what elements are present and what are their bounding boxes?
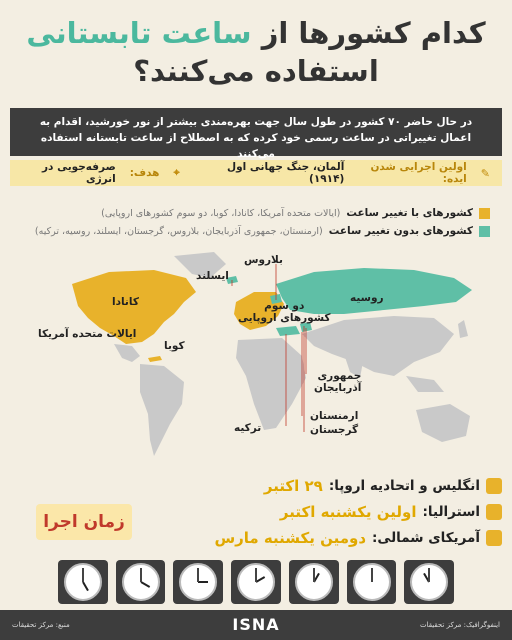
timing-row-australia bbox=[280, 500, 502, 524]
title-accent: ساعت تابستانی bbox=[26, 16, 252, 50]
clock-icon bbox=[173, 560, 223, 604]
label-two-thirds-line1: دو سوم bbox=[264, 300, 305, 312]
clock-face bbox=[295, 563, 333, 601]
legend-with-change bbox=[20, 204, 490, 222]
clock-hour-hand bbox=[140, 581, 150, 588]
label-azerbaijan-line2: آذربایجان bbox=[314, 382, 362, 394]
info-strip bbox=[10, 160, 502, 186]
clock-face bbox=[237, 563, 275, 601]
legend-with-change-sub: (ایالات متحده آمریکا، کانادا، کوبا، دو سوم کشورهای اروپایی) bbox=[101, 207, 341, 219]
timing-region-eu: انگلیس و اتحادیه اروپا: bbox=[328, 478, 480, 494]
label-georgia: گرجستان bbox=[310, 424, 359, 436]
label-turkey: ترکیه bbox=[234, 422, 262, 434]
note-icon: ✎ bbox=[480, 166, 490, 180]
japan-shape bbox=[458, 320, 468, 338]
footer bbox=[0, 610, 512, 640]
clock-minute-hand bbox=[428, 568, 430, 582]
goal-label: هدف: bbox=[129, 167, 160, 179]
label-two-thirds bbox=[238, 300, 331, 324]
clock-icon bbox=[116, 560, 166, 604]
timing-value-australia: اولین یکشنبه اکتبر bbox=[279, 503, 417, 521]
clock-minute-hand bbox=[140, 568, 142, 582]
clock-minute-hand bbox=[371, 568, 373, 582]
south-america-shape bbox=[140, 364, 184, 456]
yellow-square-icon bbox=[479, 208, 490, 219]
clock-icon bbox=[404, 560, 454, 604]
timing-region-australia: استرالیا: bbox=[422, 504, 480, 520]
title-part-1: کدام کشورها از bbox=[261, 16, 486, 50]
clock-face bbox=[353, 563, 391, 601]
label-cuba: کوبا bbox=[164, 340, 185, 352]
legend-without-change-sub: (ارمنستان، جمهوری آذربایجان، بلاروس، گرجستان، ایسلند، روسیه، ترکیه) bbox=[34, 225, 323, 237]
clock-icon bbox=[231, 560, 281, 604]
clock-minute-hand bbox=[255, 568, 257, 582]
label-european-line2: کشورهای اروپایی bbox=[238, 312, 331, 324]
label-russia: روسیه bbox=[350, 292, 384, 304]
timing-title: زمان اجرا bbox=[36, 504, 132, 540]
clock-face bbox=[410, 563, 448, 601]
teal-square-icon bbox=[479, 226, 490, 237]
legend-without-change bbox=[20, 222, 490, 240]
clock-icon bbox=[58, 560, 108, 604]
clock-icon bbox=[289, 560, 339, 604]
mexico-shape bbox=[114, 344, 140, 362]
africa-shape bbox=[236, 338, 306, 430]
world-map bbox=[14, 244, 498, 466]
label-belarus: بلاروس bbox=[244, 254, 283, 266]
goal-value: صرفه‌جویی در انرژی bbox=[41, 161, 116, 185]
first-label: اولین اجرایی شدن ایده: bbox=[370, 161, 467, 185]
title-line-2: استفاده می‌کنند؟ bbox=[133, 54, 379, 88]
clock-hour-hand bbox=[198, 581, 208, 583]
label-azerbaijan-line1: جمهوری bbox=[317, 370, 362, 382]
clock-face bbox=[122, 563, 160, 601]
page-title bbox=[0, 14, 512, 90]
title-line-1 bbox=[0, 14, 512, 52]
label-usa: ایالات متحده آمریکا bbox=[38, 328, 137, 340]
north-america-map-icon bbox=[486, 530, 502, 546]
footer-source: منبع: مرکز تحقیقات bbox=[12, 621, 70, 629]
clock-face bbox=[179, 563, 217, 601]
label-iceland: ایسلند bbox=[196, 270, 229, 282]
clock-minute-hand bbox=[82, 568, 84, 582]
intro-box: در حال حاضر ۷۰ کشور در طول سال جهت بهره‌مندی بیشتر از نور خورشید، اقدام به اعمال تغییراتی در ساعت رسمی خود کرده که به اصطلاح از ساعت تابستانه استفاده می‌کنند bbox=[10, 108, 502, 156]
cuba-shape bbox=[148, 356, 162, 362]
timing-row-na bbox=[214, 526, 502, 550]
label-azerbaijan bbox=[314, 370, 361, 394]
label-armenia: ارمنستان bbox=[310, 410, 359, 422]
asia-shape bbox=[302, 316, 454, 376]
target-icon: ⌖ bbox=[173, 166, 180, 179]
australia-map-icon bbox=[486, 504, 502, 520]
legend bbox=[20, 204, 490, 240]
first-value: آلمان، جنگ جهانی اول (۱۹۱۴) bbox=[227, 161, 345, 185]
legend-without-change-label: کشورهای بدون تغییر ساعت bbox=[328, 225, 473, 237]
legend-with-change-label: کشورهای با تغییر ساعت bbox=[346, 207, 473, 219]
timing-region-na: آمریکای شمالی: bbox=[372, 530, 480, 546]
isna-logo: ISNA bbox=[232, 615, 280, 634]
timing-value-na: دومین یکشنبه مارس bbox=[214, 529, 367, 547]
australia-shape bbox=[416, 404, 470, 442]
clock-face bbox=[64, 563, 102, 601]
clock-hour-hand bbox=[82, 582, 89, 592]
timing-row-eu bbox=[264, 474, 502, 498]
label-canada: کانادا bbox=[112, 296, 139, 308]
clock-minute-hand bbox=[313, 568, 315, 582]
turkey-shape bbox=[276, 326, 300, 336]
clock-minute-hand bbox=[197, 568, 199, 582]
uk-map-icon bbox=[486, 478, 502, 494]
footer-credit: اینفوگرافیک: مرکز تحقیقات bbox=[419, 621, 500, 629]
clock-icon bbox=[347, 560, 397, 604]
se-asia-shape bbox=[406, 376, 444, 392]
clocks-row bbox=[58, 560, 454, 604]
timing-value-eu: ۲۹ اکتبر bbox=[263, 477, 323, 495]
